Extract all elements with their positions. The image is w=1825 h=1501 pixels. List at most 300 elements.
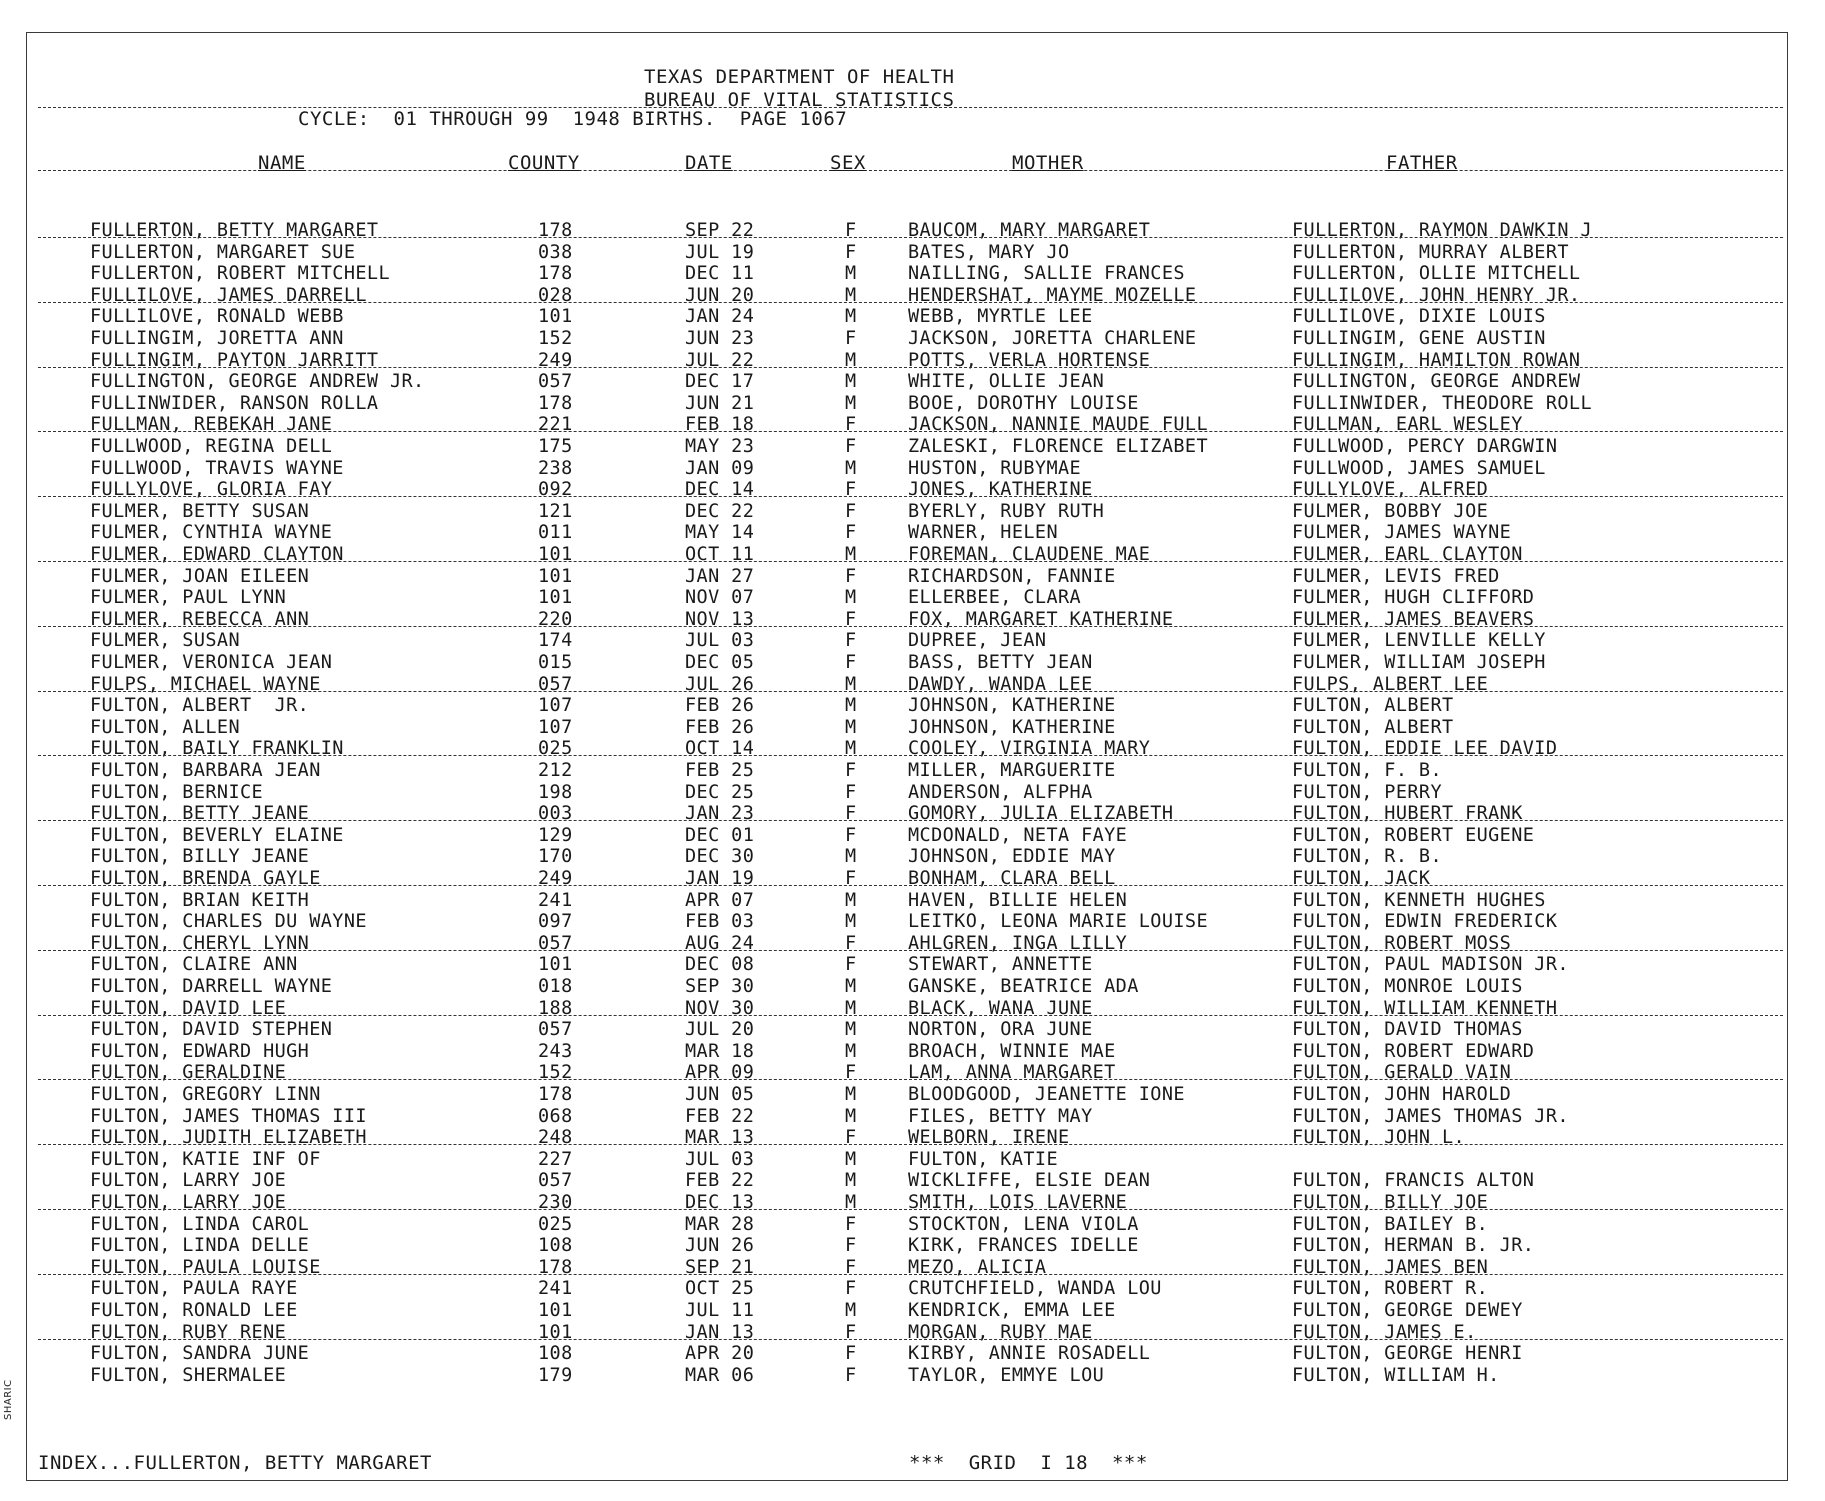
table-row — [0, 976, 1825, 997]
cell-mother: TAYLOR, EMMYE LOU — [908, 1364, 1105, 1386]
cell-father: FULLERTON, MURRAY ALBERT — [1292, 241, 1569, 263]
cell-father: FULTON, JAMES E. — [1292, 1321, 1477, 1343]
cell-father: FULTON, HERMAN B. JR. — [1292, 1235, 1535, 1257]
cell-mother: FULTON, KATIE — [908, 1148, 1058, 1170]
table-row — [0, 436, 1825, 457]
cell-county: 175 — [538, 436, 573, 457]
cell-mother: FOX, MARGARET KATHERINE — [908, 608, 1174, 630]
cell-mother: ELLERBEE, CLARA — [908, 587, 1082, 609]
table-row — [0, 954, 1825, 975]
cell-sex: F — [845, 630, 857, 652]
table-row — [0, 760, 1825, 781]
cell-mother: BASS, BETTY JEAN — [908, 652, 1093, 673]
table-row — [0, 1127, 1825, 1148]
cell-date: DEC 17 — [685, 371, 755, 393]
cell-sex: M — [845, 716, 857, 738]
cell-mother: KIRBY, ANNIE ROSADELL — [908, 1343, 1151, 1365]
cell-mother: WICKLIFFE, ELSIE DEAN — [908, 1170, 1151, 1192]
cell-county: 101 — [538, 565, 573, 587]
cell-county: 243 — [538, 1040, 573, 1062]
cell-father: FULTON, ROBERT EUGENE — [1292, 824, 1535, 846]
cell-father: FULTON, JAMES THOMAS JR. — [1292, 1105, 1569, 1127]
cell-county: 152 — [538, 1062, 573, 1084]
cell-father: FULTON, GEORGE HENRI — [1292, 1343, 1523, 1365]
cell-sex: F — [845, 565, 857, 587]
table-row — [0, 1084, 1825, 1105]
cell-date: SEP 22 — [685, 220, 755, 241]
cell-date: APR 20 — [685, 1343, 755, 1365]
cell-father: FULTON, DAVID THOMAS — [1292, 1019, 1523, 1041]
table-row — [0, 220, 1825, 241]
cell-date: JUL 19 — [685, 241, 755, 263]
cell-name: FULTON, SANDRA JUNE — [90, 1343, 310, 1365]
cell-name: FULMER, BETTY SUSAN — [90, 500, 310, 522]
table-row — [0, 1170, 1825, 1191]
table-row — [0, 501, 1825, 522]
cell-father: FULTON, EDWIN FREDERICK — [1292, 911, 1558, 933]
cell-mother: HENDERSHAT, MAYME MOZELLE — [908, 284, 1197, 306]
cell-sex: F — [845, 500, 857, 522]
cell-date: FEB 26 — [685, 695, 755, 717]
header-bureau: BUREAU OF VITAL STATISTICS — [644, 89, 955, 111]
cell-county: 101 — [538, 544, 573, 565]
cell-date: DEC 14 — [685, 479, 755, 501]
cell-father: FULTON, JAMES BEN — [1292, 1256, 1489, 1278]
cell-name: FULTON, DAVID LEE — [90, 997, 287, 1019]
cell-name: FULMER, VERONICA JEAN — [90, 652, 333, 673]
cell-father: FULTON, ROBERT R. — [1292, 1278, 1489, 1300]
cell-county: 018 — [538, 976, 573, 997]
table-row — [0, 522, 1825, 543]
table-row — [0, 652, 1825, 673]
cell-father: FULLINWIDER, THEODORE ROLL — [1292, 392, 1592, 414]
cell-date: JAN 13 — [685, 1321, 755, 1343]
cell-mother: DUPREE, JEAN — [908, 630, 1047, 652]
cell-date: JUL 22 — [685, 349, 755, 371]
cell-sex: M — [845, 1170, 857, 1192]
cell-date: AUG 24 — [685, 932, 755, 954]
cell-father: FULTON, BAILEY B. — [1292, 1213, 1489, 1235]
cell-county: 057 — [538, 673, 573, 695]
cell-sex: M — [845, 1019, 857, 1041]
cell-name: FULTON, BRENDA GAYLE — [90, 868, 321, 889]
cell-sex: M — [845, 306, 857, 328]
cell-date: FEB 26 — [685, 716, 755, 738]
cell-date: SEP 30 — [685, 976, 755, 997]
cell-date: APR 09 — [685, 1062, 755, 1084]
cell-mother: NORTON, ORA JUNE — [908, 1019, 1093, 1041]
cell-name: FULTON, PAULA RAYE — [90, 1278, 298, 1300]
cell-name: FULTON, RONALD LEE — [90, 1300, 298, 1321]
table-row — [0, 328, 1825, 349]
column-header-date: DATE — [685, 152, 733, 174]
cell-sex: F — [845, 824, 857, 846]
cell-date: DEC 22 — [685, 500, 755, 522]
cell-mother: MCDONALD, NETA FAYE — [908, 824, 1128, 846]
cell-name: FULTON, BEVERLY ELAINE — [90, 824, 344, 846]
table-row — [0, 868, 1825, 889]
cell-date: MAY 23 — [685, 436, 755, 457]
cell-sex: F — [845, 1235, 857, 1257]
cell-sex: M — [845, 695, 857, 717]
cell-county: 121 — [538, 500, 573, 522]
cell-mother: MEZO, ALICIA — [908, 1256, 1047, 1278]
cell-county: 101 — [538, 587, 573, 609]
cell-sex: F — [845, 652, 857, 673]
table-row — [0, 393, 1825, 414]
cell-name: FULPS, MICHAEL WAYNE — [90, 673, 321, 695]
cell-sex: M — [845, 284, 857, 306]
cell-name: FULLINWIDER, RANSON ROLLA — [90, 392, 379, 414]
cell-father: FULTON, FRANCIS ALTON — [1292, 1170, 1535, 1192]
cell-sex: F — [845, 608, 857, 630]
cell-date: JUN 26 — [685, 1235, 755, 1257]
cell-sex: M — [845, 392, 857, 414]
cell-date: FEB 22 — [685, 1105, 755, 1127]
cell-name: FULTON, BAILY FRANKLIN — [90, 738, 344, 760]
cell-father: FULMER, JAMES WAYNE — [1292, 522, 1512, 544]
table-row — [0, 1192, 1825, 1213]
cell-date: APR 07 — [685, 889, 755, 911]
cell-county: 227 — [538, 1148, 573, 1170]
table-row — [0, 738, 1825, 759]
cell-father: FULTON, JACK — [1292, 868, 1431, 889]
table-row — [0, 1343, 1825, 1364]
table-row — [0, 609, 1825, 630]
cell-county: 107 — [538, 695, 573, 717]
cell-father: FULTON, EDDIE LEE DAVID — [1292, 738, 1558, 760]
cell-date: FEB 22 — [685, 1170, 755, 1192]
cell-father: FULTON, MONROE LOUIS — [1292, 976, 1523, 997]
cell-date: JUL 03 — [685, 630, 755, 652]
cell-county: 198 — [538, 781, 573, 803]
cell-county: 057 — [538, 371, 573, 393]
cell-mother: FOREMAN, CLAUDENE MAE — [908, 544, 1151, 565]
table-row — [0, 1149, 1825, 1170]
cell-mother: HUSTON, RUBYMAE — [908, 457, 1082, 479]
cell-father: FULTON, PAUL MADISON JR. — [1292, 954, 1569, 976]
cell-father: FULTON, F. B. — [1292, 760, 1442, 781]
cell-date: SEP 21 — [685, 1256, 755, 1278]
cell-sex: M — [845, 911, 857, 933]
cell-county: 249 — [538, 868, 573, 889]
cell-date: JAN 09 — [685, 457, 755, 479]
table-row — [0, 674, 1825, 695]
cell-county: 101 — [538, 1300, 573, 1321]
cell-mother: RICHARDSON, FANNIE — [908, 565, 1116, 587]
cell-name: FULLYLOVE, GLORIA FAY — [90, 479, 333, 501]
cell-date: DEC 13 — [685, 1192, 755, 1213]
table-row — [0, 1300, 1825, 1321]
cell-county: 003 — [538, 803, 573, 825]
cell-father: FULLERTON, OLLIE MITCHELL — [1292, 263, 1581, 285]
cell-sex: F — [845, 414, 857, 436]
cell-mother: JOHNSON, KATHERINE — [908, 716, 1116, 738]
cell-county: 101 — [538, 1321, 573, 1343]
cell-county: 178 — [538, 263, 573, 285]
table-row — [0, 782, 1825, 803]
cell-date: JUL 03 — [685, 1148, 755, 1170]
cell-sex: M — [845, 349, 857, 371]
cell-father: FULTON, ALBERT — [1292, 716, 1454, 738]
cell-county: 068 — [538, 1105, 573, 1127]
table-row — [0, 1278, 1825, 1299]
cell-father: FULLINGIM, GENE AUSTIN — [1292, 328, 1546, 349]
cell-name: FULTON, BARBARA JEAN — [90, 760, 321, 781]
cell-mother: BATES, MARY JO — [908, 241, 1070, 263]
cell-father: FULTON, KENNETH HUGHES — [1292, 889, 1546, 911]
cell-name: FULMER, EDWARD CLAYTON — [90, 544, 344, 565]
cell-name: FULTON, LINDA CAROL — [90, 1213, 310, 1235]
cell-father: FULLINGIM, HAMILTON ROWAN — [1292, 349, 1581, 371]
cell-date: JUN 21 — [685, 392, 755, 414]
cell-mother: KIRK, FRANCES IDELLE — [908, 1235, 1139, 1257]
cell-father: FULMER, JAMES BEAVERS — [1292, 608, 1535, 630]
cell-county: 188 — [538, 997, 573, 1019]
cell-name: FULLILOVE, RONALD WEBB — [90, 306, 344, 328]
cell-mother: BLACK, WANA JUNE — [908, 997, 1093, 1019]
cell-sex: F — [845, 1343, 857, 1365]
cell-father: FULLYLOVE, ALFRED — [1292, 479, 1489, 501]
cell-date: JUN 23 — [685, 328, 755, 349]
cell-date: JAN 24 — [685, 306, 755, 328]
cell-sex: M — [845, 587, 857, 609]
cell-name: FULTON, RUBY RENE — [90, 1321, 287, 1343]
cell-date: OCT 11 — [685, 544, 755, 565]
cell-county: 174 — [538, 630, 573, 652]
cell-sex: F — [845, 803, 857, 825]
cell-date: JUL 20 — [685, 1019, 755, 1041]
cell-mother: BONHAM, CLARA BELL — [908, 868, 1116, 889]
cell-sex: M — [845, 673, 857, 695]
column-header-sex: SEX — [830, 152, 866, 174]
cell-father: FULTON, ROBERT MOSS — [1292, 932, 1512, 954]
table-row — [0, 1214, 1825, 1235]
cell-mother: JOHNSON, EDDIE MAY — [908, 846, 1116, 868]
cell-county: 108 — [538, 1235, 573, 1257]
cell-sex: F — [845, 1364, 857, 1386]
cell-sex: F — [845, 522, 857, 544]
table-row — [0, 911, 1825, 932]
cell-sex: F — [845, 781, 857, 803]
cell-father: FULTON, WILLIAM H. — [1292, 1364, 1500, 1386]
cell-county: 238 — [538, 457, 573, 479]
table-row — [0, 630, 1825, 651]
cell-name: FULLINGIM, PAYTON JARRITT — [90, 349, 379, 371]
cell-date: JUL 11 — [685, 1300, 755, 1321]
cell-county: 038 — [538, 241, 573, 263]
cell-county: 108 — [538, 1343, 573, 1365]
cell-name: FULLMAN, REBEKAH JANE — [90, 414, 333, 436]
cell-date: NOV 13 — [685, 608, 755, 630]
cell-sex: M — [845, 976, 857, 997]
cell-sex: F — [845, 1278, 857, 1300]
cell-name: FULTON, ALLEN — [90, 716, 240, 738]
column-header-name: NAME — [258, 152, 306, 174]
cell-sex: M — [845, 846, 857, 868]
cell-sex: F — [845, 328, 857, 349]
table-row — [0, 825, 1825, 846]
cell-sex: F — [845, 954, 857, 976]
cell-county: 025 — [538, 738, 573, 760]
cell-county: 092 — [538, 479, 573, 501]
table-row — [0, 458, 1825, 479]
cell-date: MAR 06 — [685, 1364, 755, 1386]
column-header-father: FATHER — [1386, 152, 1458, 174]
cell-date: OCT 14 — [685, 738, 755, 760]
cell-mother: CRUTCHFIELD, WANDA LOU — [908, 1278, 1162, 1300]
cell-date: JUN 20 — [685, 284, 755, 306]
table-row — [0, 285, 1825, 306]
cell-sex: M — [845, 1040, 857, 1062]
cell-date: DEC 30 — [685, 846, 755, 868]
cell-father: FULTON, ROBERT EDWARD — [1292, 1040, 1535, 1062]
cell-name: FULTON, BETTY JEANE — [90, 803, 310, 825]
cell-mother: MORGAN, RUBY MAE — [908, 1321, 1093, 1343]
column-header-mother: MOTHER — [1012, 152, 1084, 174]
footer-grid: *** GRID I 18 *** — [909, 1452, 1148, 1474]
cell-father: FULMER, EARL CLAYTON — [1292, 544, 1523, 565]
cell-sex: M — [845, 1148, 857, 1170]
cell-name: FULMER, CYNTHIA WAYNE — [90, 522, 333, 544]
table-row — [0, 803, 1825, 824]
cell-name: FULTON, DARRELL WAYNE — [90, 976, 333, 997]
cell-sex: F — [845, 1062, 857, 1084]
cell-father: FULLWOOD, PERCY DARGWIN — [1292, 436, 1558, 457]
cell-county: 212 — [538, 760, 573, 781]
cell-name: FULTON, KATIE INF OF — [90, 1148, 321, 1170]
cell-date: DEC 05 — [685, 652, 755, 673]
cell-name: FULLERTON, MARGARET SUE — [90, 241, 356, 263]
cell-name: FULMER, JOAN EILEEN — [90, 565, 310, 587]
cell-county: 178 — [538, 392, 573, 414]
cell-name: FULTON, JAMES THOMAS III — [90, 1105, 367, 1127]
cell-date: JUL 26 — [685, 673, 755, 695]
cell-father: FULMER, WILLIAM JOSEPH — [1292, 652, 1546, 673]
cell-county: 178 — [538, 1256, 573, 1278]
cell-sex: F — [845, 1127, 857, 1149]
cell-father: FULTON, PERRY — [1292, 781, 1442, 803]
cell-father: FULTON, GEORGE DEWEY — [1292, 1300, 1523, 1321]
table-row — [0, 695, 1825, 716]
cell-date: DEC 11 — [685, 263, 755, 285]
cell-mother: NAILLING, SALLIE FRANCES — [908, 263, 1185, 285]
table-row — [0, 306, 1825, 327]
cell-date: DEC 01 — [685, 824, 755, 846]
cell-county: 179 — [538, 1364, 573, 1386]
table-row — [0, 846, 1825, 867]
cell-sex: F — [845, 436, 857, 457]
cell-date: MAR 28 — [685, 1213, 755, 1235]
table-row — [0, 1257, 1825, 1278]
cell-date: JAN 19 — [685, 868, 755, 889]
cell-mother: JONES, KATHERINE — [908, 479, 1093, 501]
cell-father: FULLERTON, RAYMON DAWKIN J — [1292, 220, 1592, 241]
cell-father: FULLINGTON, GEORGE ANDREW — [1292, 371, 1581, 393]
cell-sex: M — [845, 544, 857, 565]
cell-sex: F — [845, 479, 857, 501]
cell-name: FULLWOOD, TRAVIS WAYNE — [90, 457, 344, 479]
cell-sex: M — [845, 371, 857, 393]
cell-county: 025 — [538, 1213, 573, 1235]
cell-father: FULLMAN, EARL WESLEY — [1292, 414, 1523, 436]
table-row — [0, 1106, 1825, 1127]
cell-father: FULTON, BILLY JOE — [1292, 1192, 1489, 1213]
cell-date: NOV 30 — [685, 997, 755, 1019]
cell-mother: DAWDY, WANDA LEE — [908, 673, 1093, 695]
cell-name: FULLINGIM, JORETTA ANN — [90, 328, 344, 349]
cell-county: 101 — [538, 954, 573, 976]
cell-name: FULLILOVE, JAMES DARRELL — [90, 284, 367, 306]
cell-date: FEB 25 — [685, 760, 755, 781]
cell-name: FULMER, SUSAN — [90, 630, 240, 652]
cell-father: FULLILOVE, JOHN HENRY JR. — [1292, 284, 1581, 306]
cell-father: FULTON, HUBERT FRANK — [1292, 803, 1523, 825]
cell-county: 249 — [538, 349, 573, 371]
cell-mother: SMITH, LOIS LAVERNE — [908, 1192, 1128, 1213]
cell-name: FULMER, PAUL LYNN — [90, 587, 287, 609]
cell-mother: POTTS, VERLA HORTENSE — [908, 349, 1151, 371]
cell-father: FULMER, HUGH CLIFFORD — [1292, 587, 1535, 609]
table-row — [0, 414, 1825, 435]
cell-sex: F — [845, 1321, 857, 1343]
table-row — [0, 1019, 1825, 1040]
cell-county: 011 — [538, 522, 573, 544]
cell-mother: WELBORN, IRENE — [908, 1127, 1070, 1149]
cell-mother: JACKSON, NANNIE MAUDE FULL — [908, 414, 1208, 436]
cell-mother: WHITE, OLLIE JEAN — [908, 371, 1105, 393]
cell-date: OCT 25 — [685, 1278, 755, 1300]
table-row — [0, 998, 1825, 1019]
cell-mother: BAUCOM, MARY MARGARET — [908, 220, 1151, 241]
cell-county: 220 — [538, 608, 573, 630]
cell-father: FULPS, ALBERT LEE — [1292, 673, 1489, 695]
cell-name: FULTON, CHARLES DU WAYNE — [90, 911, 367, 933]
table-row — [0, 1322, 1825, 1343]
cell-sex: F — [845, 241, 857, 263]
cell-mother: GOMORY, JULIA ELIZABETH — [908, 803, 1174, 825]
cell-county: 152 — [538, 328, 573, 349]
cell-date: DEC 08 — [685, 954, 755, 976]
cell-name: FULTON, CLAIRE ANN — [90, 954, 298, 976]
cell-sex: M — [845, 1084, 857, 1105]
cell-mother: ZALESKI, FLORENCE ELIZABET — [908, 436, 1208, 457]
cell-sex: M — [845, 1105, 857, 1127]
cell-county: 178 — [538, 1084, 573, 1105]
column-header-county: COUNTY — [508, 152, 580, 174]
table-row — [0, 242, 1825, 263]
cell-county: 221 — [538, 414, 573, 436]
cell-date: MAY 14 — [685, 522, 755, 544]
table-row — [0, 350, 1825, 371]
table-row — [0, 371, 1825, 392]
header-department: TEXAS DEPARTMENT OF HEALTH — [644, 66, 955, 88]
cell-county: 170 — [538, 846, 573, 868]
cell-name: FULLERTON, ROBERT MITCHELL — [90, 263, 390, 285]
cell-father: FULLILOVE, DIXIE LOUIS — [1292, 306, 1546, 328]
cell-county: 057 — [538, 932, 573, 954]
cell-mother: BOOE, DOROTHY LOUISE — [908, 392, 1139, 414]
cell-mother: KENDRICK, EMMA LEE — [908, 1300, 1116, 1321]
cell-name: FULLWOOD, REGINA DELL — [90, 436, 333, 457]
cell-county: 015 — [538, 652, 573, 673]
cell-sex: F — [845, 1213, 857, 1235]
table-row — [0, 933, 1825, 954]
cell-mother: FILES, BETTY MAY — [908, 1105, 1093, 1127]
cell-mother: GANSKE, BEATRICE ADA — [908, 976, 1139, 997]
cell-mother: BYERLY, RUBY RUTH — [908, 500, 1105, 522]
table-row — [0, 566, 1825, 587]
